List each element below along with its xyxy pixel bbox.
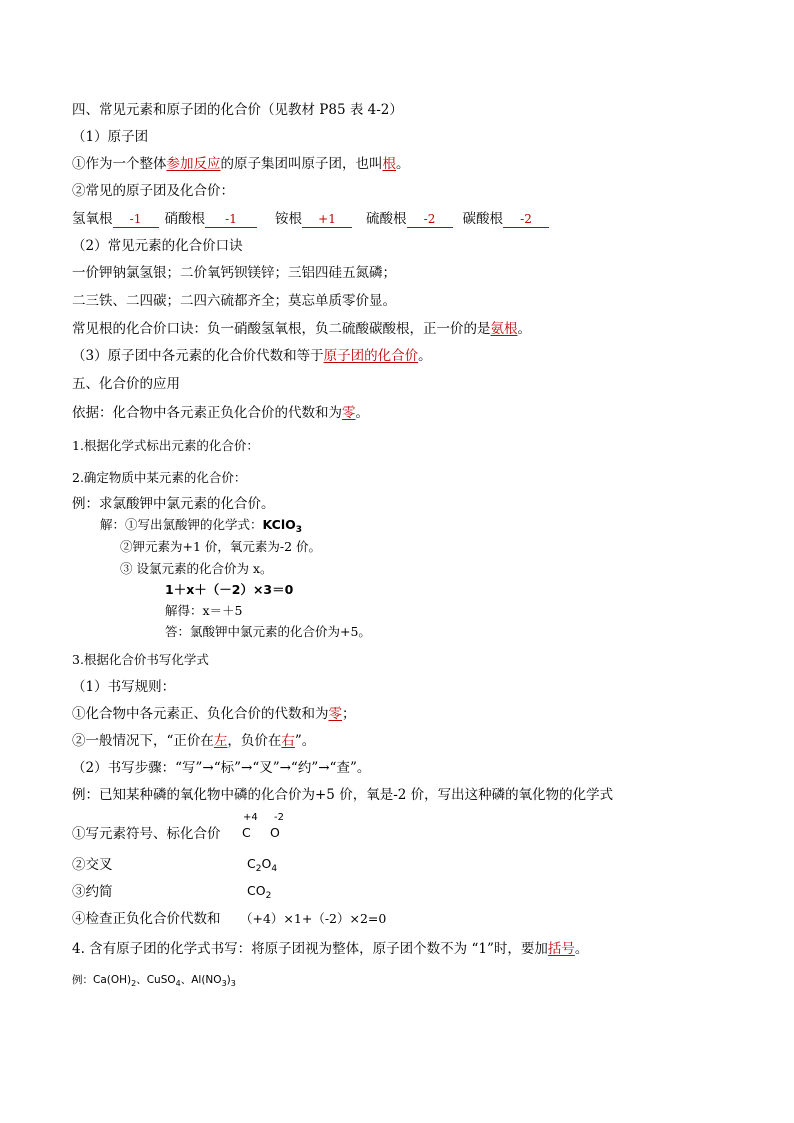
item-3: 3.根据化合价书写化学式 [72,652,209,667]
carbon-valence: +4 [243,812,258,823]
answer-ammonium-root: 氨根 [490,321,518,337]
cross-formula: $C_2O_4$ [247,856,278,874]
answer-carbonate: -2 [503,212,549,228]
solution-step-1: 解：①写出氯酸钾的化学式：KClO$_3$ [100,517,302,535]
oxygen-valence: -2 [274,812,284,823]
radical-valence-list: 氢氧根 -1 硝酸根 -1 铵根 +1 硫酸根 -2 碳酸根 -2 [72,210,555,228]
answer-hydroxide: -1 [113,212,159,228]
simplified-formula: $CO_2$ [247,883,272,901]
carbon-symbol: C [242,825,251,840]
answer-root: 根 [382,156,396,172]
answer-right: 右 [281,733,295,749]
rule-1: ①化合物中各元素正、负化合价的代数和为零； [72,706,356,722]
radical-definition: ①作为一个整体参加反应的原子集团叫原子团，也叫根。 [72,156,410,172]
rule-heading: （1）书写规则： [72,679,176,695]
common-radicals-intro: ②常见的原子团及化合价： [72,183,234,199]
basis-line: 依据：化合物中各元素正负化合价的代数和为零。 [72,405,369,421]
solution-step-2: ②钾元素为+1 价，氧元素为-2 价。 [120,539,322,554]
subheading-radical: （1）原子团 [72,129,149,145]
answer-radical-valence: 原子团的化合价 [323,348,419,364]
answer-brackets: 括号 [547,941,575,957]
subheading-rhyme: （2）常见元素的化合价口诀 [72,238,243,254]
answer-participate: 参加反应 [166,156,221,172]
equation: 1＋x＋（－2）×3＝0 [165,582,294,597]
rhyme-line-1: 一价钾钠氯氢银；二价氧钙钡镁锌；三铝四硅五氮磷； [72,265,396,281]
solve-line: 解得：x＝＋5 [165,603,243,618]
answer-nitrate: -1 [205,212,257,228]
radical-sum-rule: （3）原子团中各元素的化合价代数和等于原子团的化合价。 [72,348,432,364]
oxygen-symbol: O [270,825,280,840]
step-2-label: ②交叉 [72,857,113,873]
radical-rhyme: 常见根的化合价口诀：负一硝酸氢氧根，负二硫酸碳酸根，正一价的是氨根。 [72,321,531,337]
step-1-label: ①写元素符号、标化合价 [72,826,221,842]
check-expression: （+4）×1+（-2）×2=0 [240,911,387,926]
answer-line: 答：氯酸钾中氯元素的化合价为+5。 [165,624,371,639]
answer-rule-zero: 零 [328,706,342,722]
step-4-label: ④检查正负化合价代数和 [72,911,221,927]
example-2: 例：已知某种磷的氧化物中磷的化合价为+5 价，氧是-2 价，写出这种磷的氧化物的化学式 [72,787,614,803]
item-2: 2.确定物质中某元素的化合价： [72,470,247,485]
section-4-title: 四、常见元素和原子团的化合价（见教材 P85 表 4-2） [72,102,403,118]
solution-step-3: ③ 设氯元素的化合价为 x。 [120,561,273,576]
rule-2: ②一般情况下，“正价在左，负价在右”。 [72,733,316,749]
example-1: 例：求氯酸钾中氯元素的化合价。 [72,496,275,512]
answer-ammonium: +1 [302,212,352,228]
item-1: 1.根据化学式标出元素的化合价： [72,438,259,453]
rhyme-line-2: 二三铁、二四碳；二四六硫都齐全；莫忘单质零价显。 [72,293,396,309]
section-5-title: 五、化合价的应用 [72,376,180,392]
writing-steps: （2）书写步骤：“写”→“标”→“叉”→“约”→“查”。 [72,760,371,776]
answer-left: 左 [213,733,228,749]
item-4: 4. 含有原子团的化学式书写：将原子团视为整体，原子团个数不为 “1”时，要加括号。 [72,941,589,957]
example-3: 例：$Ca(OH)_2$、CuSO$_4$、$Al(NO_3)_3$ [72,974,236,988]
step-3-label: ③约简 [72,884,113,900]
answer-zero: 零 [342,405,356,421]
answer-sulfate: -2 [407,212,453,228]
